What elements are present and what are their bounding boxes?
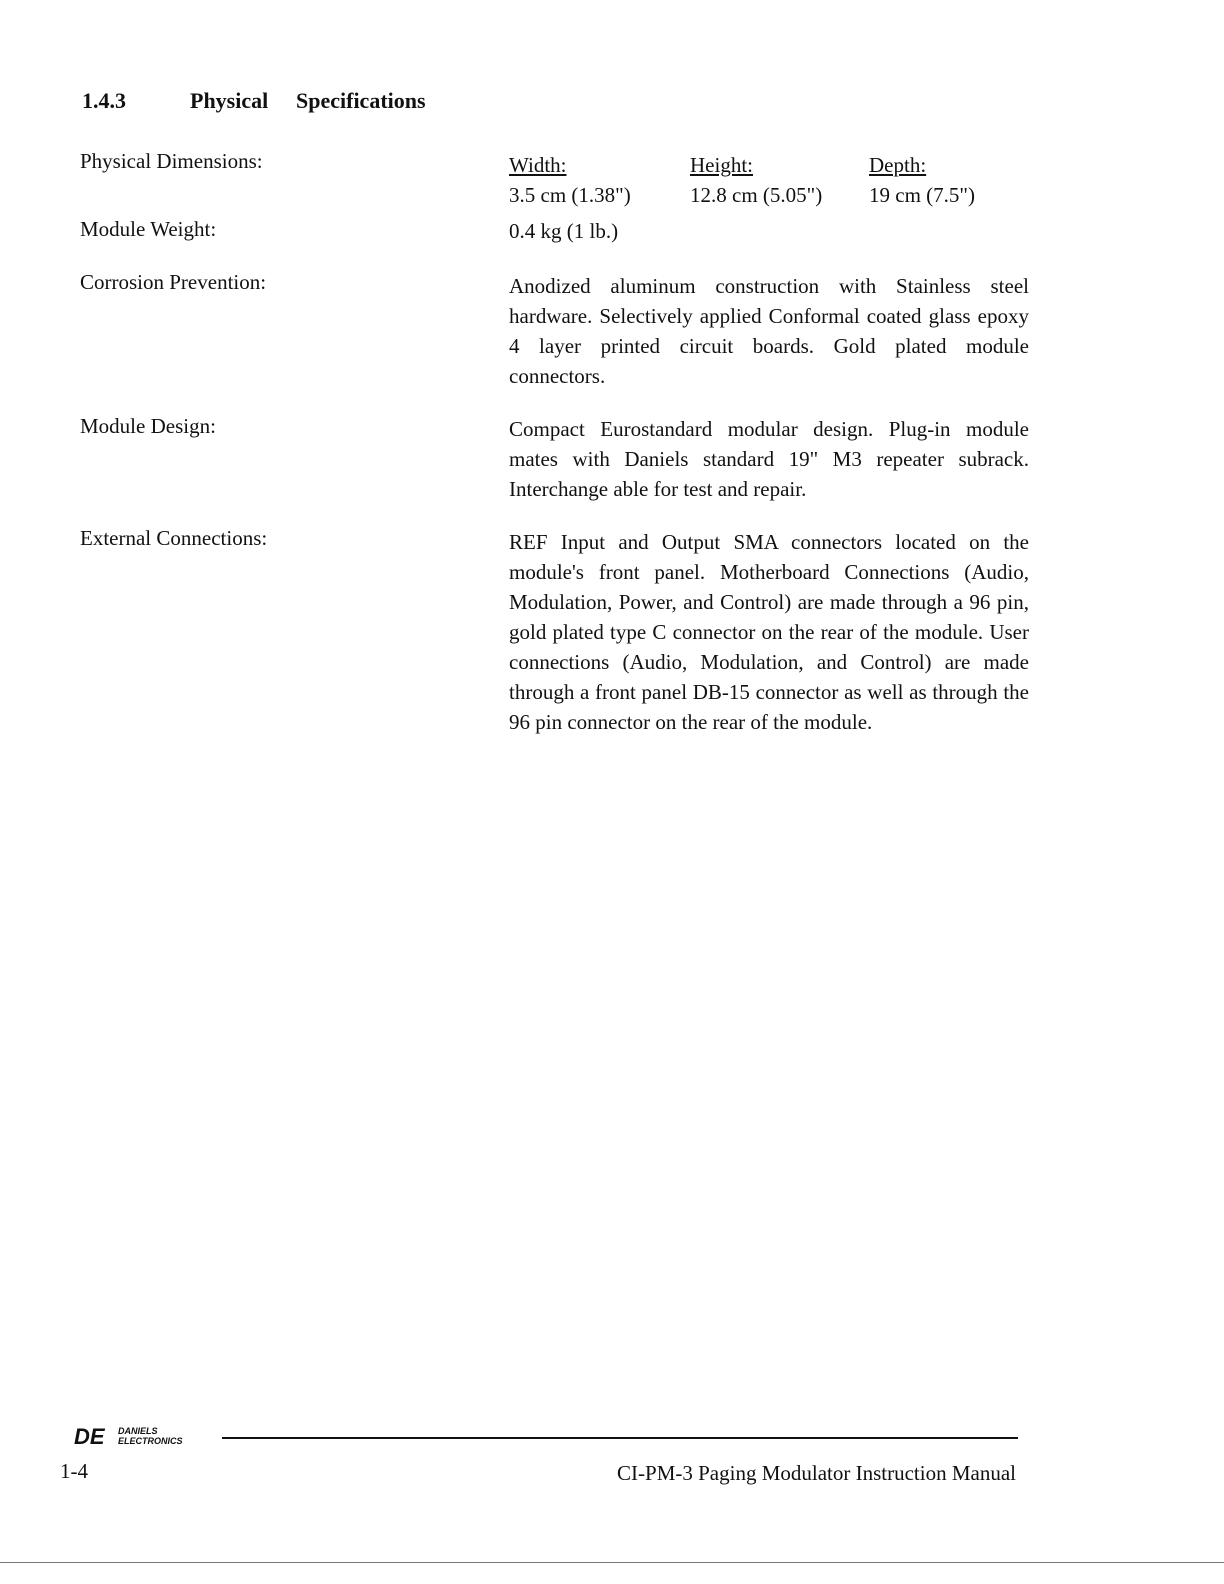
depth-value: 19 cm (7.5") — [869, 183, 975, 207]
section-number: 1.4.3 — [82, 88, 126, 113]
design-label: Module Design: — [80, 414, 216, 438]
page-bottom-edge — [0, 1562, 1224, 1563]
logo-letters: DE — [74, 1424, 105, 1448]
dimension-depth — [869, 150, 975, 210]
connections-value: REF Input and Output SMA connectors located on the module's front panel. Motherboard Connections (Audio, Modulation, Power, and Control) are made through a 96 pin, gold plated type C connector on the rear of the module. User connections (Audio, Modulation, and Control) are made through a front panel DB-15 connector as well as through the 96 pin connector on the rear of the module. — [509, 530, 1029, 734]
logo-line-1: DANIELS — [118, 1426, 158, 1436]
dimension-height — [690, 150, 822, 210]
weight-label: Module Weight: — [80, 217, 217, 241]
corrosion-label: Corrosion Prevention: — [80, 270, 267, 294]
weight-value: 0.4 kg (1 lb.) — [509, 219, 619, 243]
section-title-word-1: Physical — [190, 88, 269, 113]
page-number: 1-4 — [60, 1459, 88, 1483]
daniels-electronics-logo — [74, 1422, 214, 1448]
dimensions-label: Physical Dimensions: — [80, 149, 263, 173]
corrosion-value: Anodized aluminum construction with Stainless steel hardware. Selectively applied Conformal coated glass epoxy 4 layer printed circuit boards. Gold plated module connectors. — [509, 274, 1029, 388]
dimension-width — [509, 150, 631, 210]
logo-line-2: ELECTRONICS — [118, 1436, 183, 1446]
manual-title: CI-PM-3 Paging Modulator Instruction Manual — [617, 1461, 1016, 1485]
height-header: Height: — [690, 153, 753, 177]
height-value: 12.8 cm (5.05") — [690, 183, 823, 207]
width-header: Width: — [509, 153, 567, 177]
connections-label: External Connections: — [80, 526, 268, 550]
section-heading — [82, 88, 426, 114]
design-value: Compact Eurostandard modular design. Plug-in module mates with Daniels standard 19" M3 repeater subrack. Interchange able for test and repair. — [509, 417, 1029, 501]
depth-header: Depth: — [869, 153, 927, 177]
width-value: 3.5 cm (1.38") — [509, 183, 631, 207]
section-title-word-2: Specifications — [296, 88, 426, 113]
footer-rule — [222, 1437, 1018, 1439]
